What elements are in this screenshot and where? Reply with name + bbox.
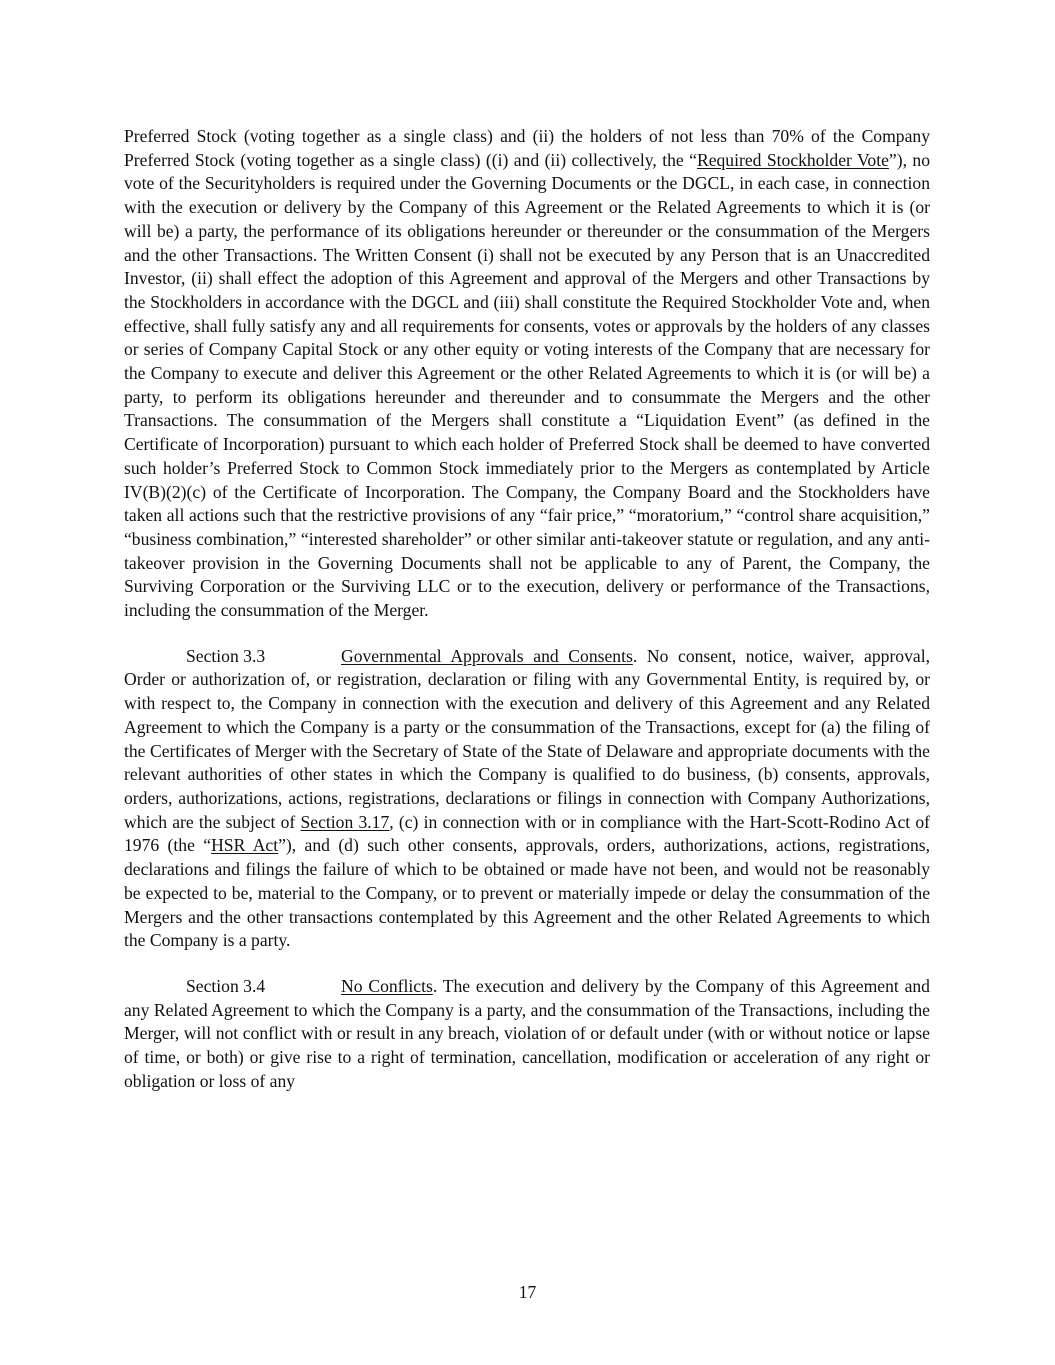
defined-term-hsr-act: HSR Act <box>211 835 279 856</box>
section-number: Section 3.3 <box>186 645 266 666</box>
section-text: , (c) in connection with or in compliance with the Hart-Scott-Rodino Act of 1976 (the “ <box>124 811 930 856</box>
section-heading: Governmental Approvals and Consents <box>341 645 633 666</box>
section-3-3 <box>124 645 930 953</box>
section-text: . No consent, notice, waiver, approval, Order or authorization of, or registration, declaration or filing with any Governmental Entity, is required by, or with respect to, the Company in connection with the execution and delivery of this Agreement and any Related Agreement to which the Company is a party or the consummation of the Transactions, except for (a) the filing of the Certificates of Merger with the Secretary of State of the State of Delaware and appropriate documents with the relevant authorities of other states in which the Company is qualified to do business, (b) consents, approvals, orders, authorizations, actions, registrations, declarations or filings in connection with Company Authorizations, which are the subject of <box>124 645 930 832</box>
defined-term-required-stockholder-vote: Required Stockholder Vote <box>696 149 889 170</box>
document-body <box>124 125 930 1093</box>
paragraph-text: ”), no vote of the Securityholders is required under the Governing Documents or the DGCL, in each case, in connection with the execution or delivery by the Company of this Agreement or the Related Agreements to which it is (or will be) a party, the performance of its obligations hereunder or thereunder or the consummation of the Mergers and the other Transactions. The Written Consent (i) shall not be executed by any Person that is an Unaccredited Investor, (ii) shall effect the adoption of this Agreement and approval of the Mergers and other Transactions by the Stockholders in accordance with the DGCL and (iii) shall constitute the Required Stockholder Vote and, when effective, shall fully satisfy any and all requirements for consents, votes or approvals by the holders of any classes or series of Company Capital Stock or any other equity or voting interests of the Company that are necessary for the Company to execute and deliver this Agreement or the other Related Agreements to which it is (or will be) a party, to perform its obligations hereunder and thereunder and to consummate the Mergers and the other Transactions. The consummation of the Mergers shall constitute a “Liquidation Event” (as defined in the Certificate of Incorporation) pursuant to which each holder of Preferred Stock shall be deemed to have converted such holder’s Preferred Stock to Common Stock immediately prior to the Mergers as contemplated by Article IV(B)(2)(c) of the Certificate of Incorporation. The Company, the Company Board and the Stockholders have taken all actions such that the restrictive provisions of any “fair price,” “moratorium,” “control share acquisition,” “business combination,” “interested shareholder” or other similar anti-takeover statute or regulation, and any anti-takeover provision in the Governing Documents shall not be applicable to any of Parent, the Company, the Surviving Corporation or the Surviving LLC or to the execution, delivery or performance of the Transactions, including the consummation of the Merger. <box>124 149 930 621</box>
cross-reference-section-3-17: Section 3.17 <box>300 811 390 832</box>
paragraph-required-stockholder-vote <box>124 125 930 623</box>
section-text: . The execution and delivery by the Company of this Agreement and any Related Agreement to which the Company is a party, and the consummation of the Transactions, including the Merger, will not conflict with or result in any breach, violation of or default under (with or without notice or lapse of time, or both) or give rise to a right of termination, cancellation, modification or acceleration of any right or obligation or loss of any <box>124 975 930 1091</box>
section-3-4 <box>124 975 930 1094</box>
section-number: Section 3.4 <box>186 975 266 996</box>
section-heading: No Conflicts <box>341 975 433 996</box>
section-text: ”), and (d) such other consents, approvals, orders, authorizations, actions, registrations, declarations and filings the failure of which to be obtained or made have not been, and would not be reasonably be expected to be, material to the Company, or to prevent or materially impede or delay the consummation of the Mergers and the other transactions contemplated by this Agreement and the other Related Agreements to which the Company is a party. <box>124 835 930 951</box>
page-number: 17 <box>518 1282 537 1302</box>
paragraph-text: Preferred Stock (voting together as a single class) and (ii) the holders of not less than 70% of the Company Preferred Stock (voting together as a single class) ((i) and (ii) collectively, the “ <box>124 126 930 170</box>
